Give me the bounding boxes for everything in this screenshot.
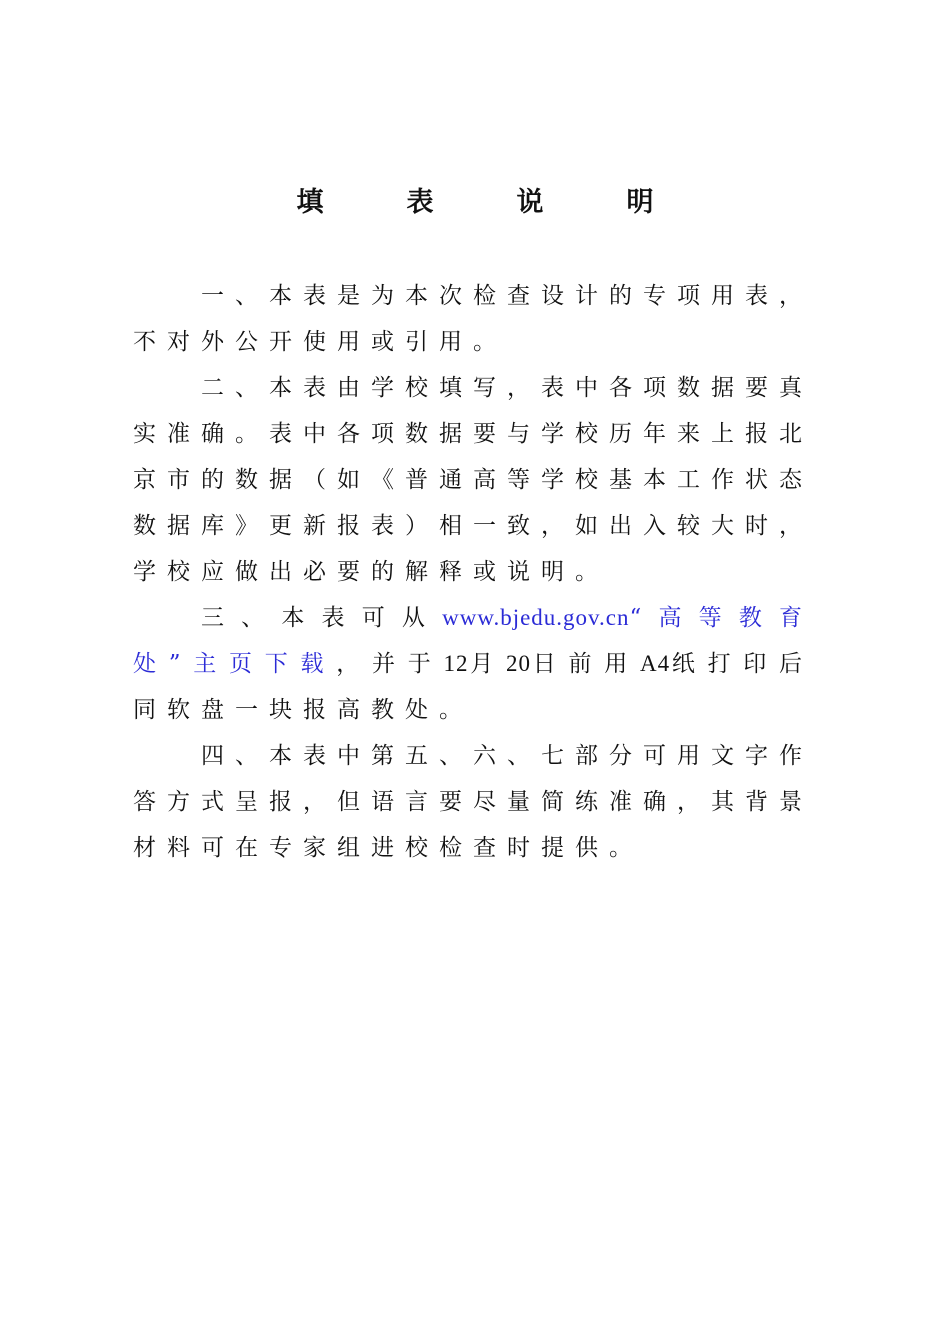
close-quote: ” — [168, 651, 192, 677]
paper-size: A4 — [639, 651, 671, 676]
paragraph-3-mid-1: ，并于 — [336, 651, 444, 677]
homepage-download-link[interactable]: 主页下载 — [191, 651, 337, 677]
instructions-body — [133, 273, 813, 871]
instruction-paragraph-2: 二、本表由学校填写，表中各项数据要真实准确。表中各项数据要与学校历年来上报北京市的数据（如《普通高等学校基本工作状态数据库》更新报表）相一致，如出入较大时，学校应做出必要的解释或说明。 — [133, 375, 813, 585]
page-title: 填 表 说 明 — [296, 187, 682, 218]
paragraph-3-suffix: 纸打印后同软盘一块报高教处。 — [133, 651, 814, 723]
open-quote: “ — [629, 605, 653, 631]
higher-education-office-link[interactable]: 高等教育处 — [133, 605, 814, 677]
deadline-day: 20 — [505, 651, 531, 676]
paragraph-3-prefix: 三、本表可从 — [201, 605, 443, 631]
paragraph-3-mid-3: 日前用 — [530, 651, 640, 677]
instruction-paragraph-1: 一、本表是为本次检查设计的专项用表，不对外公开使用或引用。 — [133, 283, 813, 355]
download-url-link[interactable]: www.bjedu.gov.cn — [442, 605, 630, 630]
deadline-month: 12 — [443, 651, 469, 676]
instruction-paragraph-4: 四、本表中第五、六、七部分可用文字作答方式呈报，但语言要尽量简练准确，其背景材料可在专家组进校检查时提供。 — [133, 743, 813, 861]
paragraph-3-mid-2: 月 — [468, 651, 506, 677]
instruction-paragraph-3 — [133, 595, 813, 733]
